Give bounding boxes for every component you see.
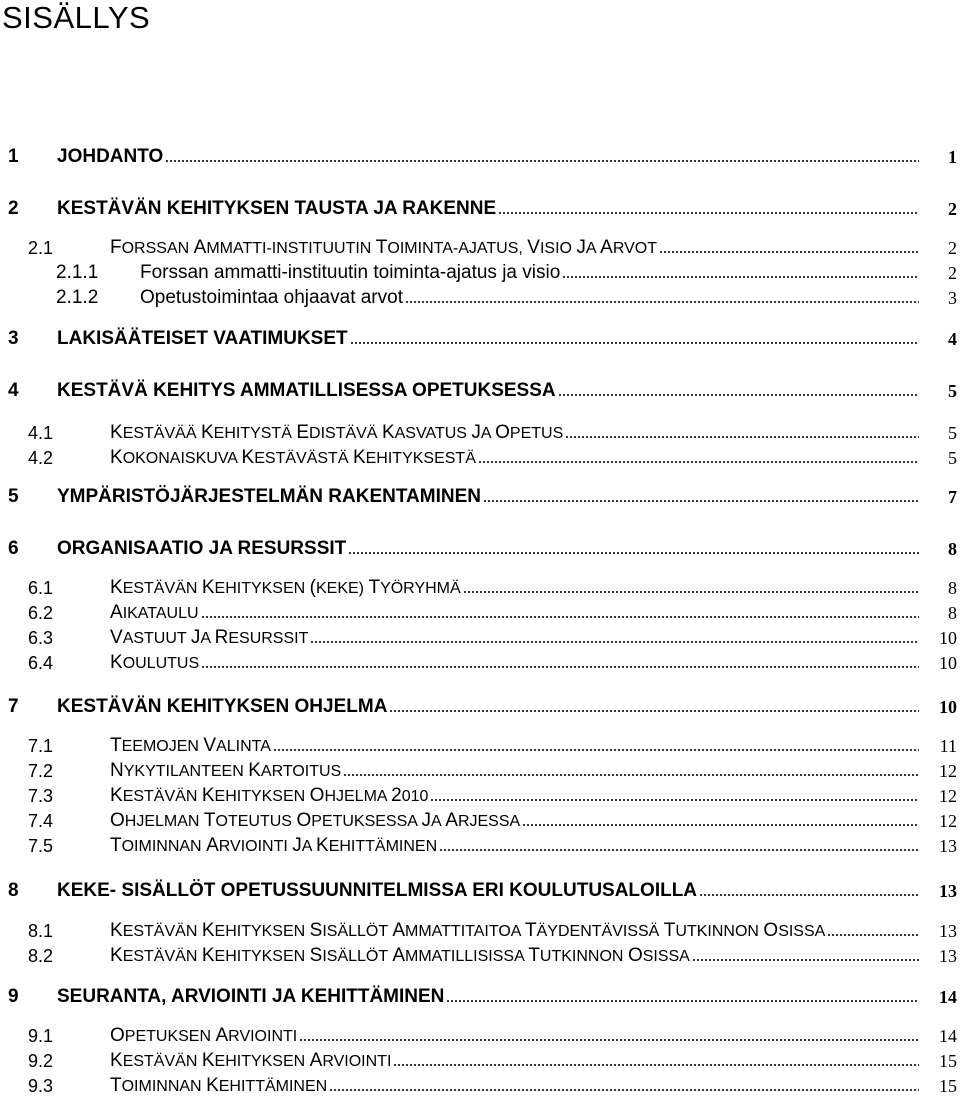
toc-entry[interactable]	[0, 695, 960, 719]
toc-entry-number: 8	[8, 880, 19, 901]
toc-entry-title: KESTÄVÄN KEHITYKSEN SISÄLLÖT AMMATILLISISSA TUTKINNON OSISSA	[110, 945, 690, 966]
toc-entry-title: AIKATAULU	[110, 602, 199, 623]
toc-entry-page: 8	[948, 539, 957, 559]
dot-leader	[478, 461, 919, 463]
toc-entry[interactable]	[0, 576, 960, 600]
dot-leader	[393, 1064, 919, 1066]
dot-leader	[343, 774, 919, 776]
toc-entry-number: 9.1	[28, 1026, 54, 1046]
toc-entry[interactable]	[0, 327, 960, 351]
toc-entry-title: KOKONAISKUVA KESTÄVÄSTÄ KEHITYKSESTÄ	[110, 447, 476, 468]
toc-entry-title: KESTÄVÄN KEHITYKSEN OHJELMA 2010	[110, 785, 429, 806]
toc-entry-title: Forssan ammatti-instituutin toiminta-ajatus ja visio	[140, 262, 561, 283]
toc-entry-number: 6.4	[28, 653, 54, 673]
toc-entry[interactable]	[0, 879, 960, 903]
toc-entry[interactable]	[0, 236, 960, 260]
toc-entry-page: 10	[939, 697, 957, 717]
toc-entry[interactable]	[0, 809, 960, 833]
toc-entry[interactable]	[0, 759, 960, 783]
dot-leader	[565, 436, 919, 438]
dot-leader	[659, 251, 919, 253]
toc-entry-number: 7	[8, 696, 19, 717]
toc-entry-title: TOIMINNAN ARVIOINTI JA KEHITTÄMINEN	[110, 835, 438, 856]
toc-entry-title: SEURANTA, ARVIOINTI JA KEHITTÄMINEN	[57, 986, 445, 1007]
dot-leader	[558, 394, 919, 396]
dot-leader	[827, 934, 919, 936]
toc-entry-title: KOULUTUS	[110, 652, 200, 673]
toc-entry-number: 6.3	[28, 628, 54, 648]
toc-entry-number: 8.1	[28, 921, 54, 941]
toc-entry-page: 12	[939, 761, 957, 781]
toc-entry-page: 2	[948, 199, 957, 219]
toc-entry-number: 5	[8, 486, 19, 507]
toc-entry-number: 6.1	[28, 578, 54, 598]
toc-entry-page: 12	[939, 811, 957, 831]
dot-leader	[201, 616, 919, 618]
toc-entry-title: KESTÄVÄN KEHITYKSEN TAUSTA JA RAKENNE	[57, 198, 497, 219]
toc-entry-page: 4	[948, 329, 957, 349]
dot-leader	[439, 849, 919, 851]
dot-leader	[522, 824, 919, 826]
toc-entry[interactable]	[0, 485, 960, 509]
toc-entry-page: 15	[939, 1076, 957, 1096]
toc-entry-title: KESTÄVÄN KEHITYKSEN OHJELMA	[57, 696, 388, 717]
toc-entry-number: 4.1	[28, 423, 54, 443]
toc-entry-page: 8	[948, 578, 957, 598]
toc-entry-title: KESTÄVÄN KEHITYKSEN (KEKE) TYÖRYHMÄ	[110, 577, 461, 598]
toc-entry-title: TEEMOJEN VALINTA	[110, 735, 271, 756]
toc-entry-page: 7	[948, 487, 957, 507]
toc-entry-page: 5	[948, 448, 957, 468]
toc-entry-page: 8	[948, 603, 957, 623]
toc-entry[interactable]	[0, 197, 960, 221]
toc-entry[interactable]	[0, 626, 960, 650]
dot-leader	[350, 342, 919, 344]
toc-entry-number: 9.3	[28, 1076, 54, 1096]
toc-entry[interactable]	[0, 784, 960, 808]
toc-entry-title: KESTÄVÄÄ KEHITYSTÄ EDISTÄVÄ KASVATUS JA OPETUS	[110, 422, 564, 443]
toc-entry-title: OPETUKSEN ARVIOINTI	[110, 1025, 298, 1046]
dot-leader	[430, 799, 919, 801]
toc-entry-number: 4.2	[28, 448, 54, 468]
dot-leader	[692, 959, 919, 961]
toc-entry-number: 8.2	[28, 946, 54, 966]
dot-leader	[446, 1000, 919, 1002]
toc-entry[interactable]	[0, 537, 960, 561]
toc-entry-number: 4	[8, 380, 19, 401]
toc-entry-page: 5	[948, 381, 957, 401]
dot-leader	[348, 552, 919, 554]
toc-entry-number: 7.2	[28, 761, 54, 781]
dot-leader	[463, 591, 919, 593]
toc-entry[interactable]	[0, 944, 960, 968]
dot-leader	[562, 276, 919, 278]
toc-entry[interactable]	[0, 145, 960, 169]
toc-entry-page: 11	[939, 736, 957, 756]
dot-leader	[483, 500, 919, 502]
toc-entry-title: YMPÄRISTÖJÄRJESTELMÄN RAKENTAMINEN	[57, 486, 482, 507]
dot-leader	[699, 894, 919, 896]
toc-entry-number: 3	[8, 328, 19, 349]
toc-entry-title: ORGANISAATIO JA RESURSSIT	[57, 538, 347, 559]
toc-entry-page: 15	[939, 1051, 957, 1071]
toc-entry-number: 6.2	[28, 603, 54, 623]
toc-entry-page: 3	[948, 288, 957, 308]
toc-entry-page: 13	[939, 881, 957, 901]
dot-leader	[165, 160, 919, 162]
toc-entry-title: KEKE- SISÄLLÖT OPETUSSUUNNITELMISSA ERI KOULUTUSALOILLA	[57, 880, 698, 901]
toc-entry-number: 9	[8, 986, 19, 1007]
toc-entry-title: TOIMINNAN KEHITTÄMINEN	[110, 1075, 328, 1096]
toc-entry-page: 10	[939, 653, 957, 673]
toc-entry[interactable]	[0, 601, 960, 625]
dot-leader	[389, 710, 919, 712]
toc-entry-page: 5	[948, 423, 957, 443]
page-title: SISÄLLYS	[2, 0, 151, 35]
toc-entry-number: 2.1.2	[56, 287, 99, 308]
toc-entry-number: 1	[8, 146, 19, 167]
toc-entry-number: 7.1	[28, 736, 54, 756]
toc-entry-number: 7.5	[28, 836, 54, 856]
toc-entry-title: LAKISÄÄTEISET VAATIMUKSET	[57, 328, 348, 349]
toc-entry[interactable]	[0, 985, 960, 1009]
dot-leader	[299, 1039, 919, 1041]
toc-entry[interactable]	[0, 919, 960, 943]
toc-entry-title: KESTÄVÄ KEHITYS AMMATILLISESSA OPETUKSESSA	[57, 380, 556, 401]
toc-entry-number: 9.2	[28, 1051, 54, 1071]
toc-entry-title: VASTUUT JA RESURSSIT	[110, 627, 309, 648]
dot-leader	[310, 641, 919, 643]
toc-entry-page: 13	[939, 921, 957, 941]
dot-leader	[405, 301, 919, 303]
toc-entry-title: KESTÄVÄN KEHITYKSEN SISÄLLÖT AMMATTITAITOA TÄYDENTÄVISSÄ TUTKINNON OSISSA	[110, 920, 826, 941]
toc-entry[interactable]	[0, 1049, 960, 1073]
toc-entry[interactable]	[0, 421, 960, 445]
toc-entry[interactable]	[0, 379, 960, 403]
toc-entry[interactable]	[0, 1074, 960, 1098]
toc-entry-title: JOHDANTO	[57, 146, 164, 167]
toc-entry[interactable]	[0, 261, 960, 285]
toc-entry-number: 2.1	[28, 238, 54, 258]
toc-entry-page: 14	[939, 987, 957, 1007]
toc-entry-number: 7.4	[28, 811, 54, 831]
toc-entry-number: 2	[8, 198, 19, 219]
toc-entry-number: 7.3	[28, 786, 54, 806]
toc-entry[interactable]	[0, 651, 960, 675]
toc-entry-title: KESTÄVÄN KEHITYKSEN ARVIOINTI	[110, 1050, 392, 1071]
dot-leader	[329, 1089, 919, 1091]
toc-entry-page: 2	[948, 238, 957, 258]
toc-entry-page: 13	[939, 946, 957, 966]
toc-entry[interactable]	[0, 734, 960, 758]
toc-entry[interactable]	[0, 834, 960, 858]
toc-entry-title: FORSSAN AMMATTI-INSTITUUTIN TOIMINTA-AJATUS, VISIO JA ARVOT	[110, 237, 658, 258]
dot-leader	[498, 212, 919, 214]
toc-entry-page: 1	[948, 147, 957, 167]
toc-entry-page: 14	[939, 1026, 957, 1046]
toc-entry-title: Opetustoimintaa ohjaavat arvot	[140, 287, 403, 308]
toc-entry[interactable]	[0, 1024, 960, 1048]
dot-leader	[201, 666, 919, 668]
toc-entry-page: 2	[948, 263, 957, 283]
toc-entry-number: 6	[8, 538, 19, 559]
toc-entry-number: 2.1.1	[56, 262, 99, 283]
toc-entry-title: NYKYTILANTEEN KARTOITUS	[110, 760, 342, 781]
toc-entry-page: 13	[939, 836, 957, 856]
dot-leader	[273, 749, 919, 751]
toc-entry-title: OHJELMAN TOTEUTUS OPETUKSESSA JA ARJESSA	[110, 810, 521, 831]
toc-entry-page: 10	[939, 628, 957, 648]
toc-entry-page: 12	[939, 786, 957, 806]
toc-entry[interactable]	[0, 286, 960, 310]
toc-entry[interactable]	[0, 446, 960, 470]
